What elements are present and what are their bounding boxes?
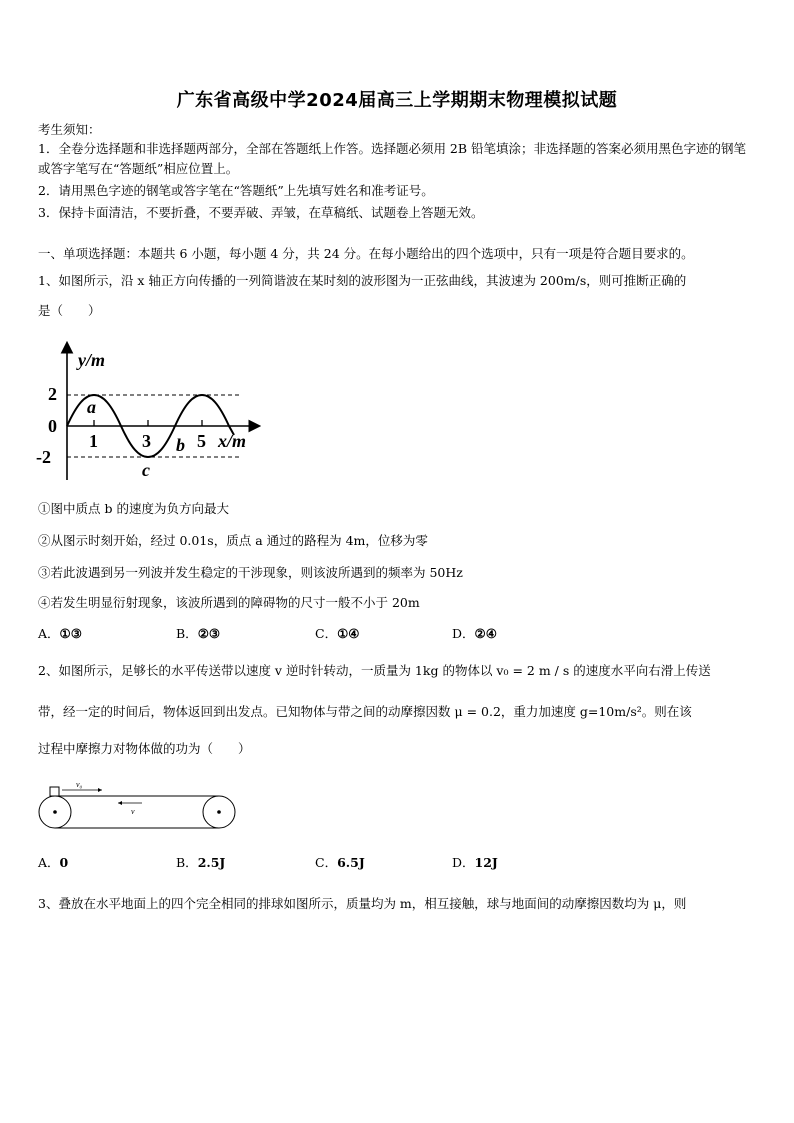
q2-option-a: A．0: [38, 855, 69, 870]
q1-option-b: B．②③: [176, 626, 221, 641]
v-label: v: [131, 807, 135, 816]
y-tick-2: 2: [48, 384, 57, 404]
point-c-label: c: [142, 460, 150, 480]
q2-stem-line-2: 带，经一定的时间后，物体返回到出发点。已知物体与带之间的动摩擦因数 μ = 0.2，重力加速度 g=10m/s²。则在该: [38, 704, 692, 719]
x-axis-label: x/m: [218, 431, 247, 451]
q2-option-c: C．6.5J: [315, 855, 365, 870]
q1-statement-3: ③若此波遇到另一列波并发生稳定的干涉现象，则该波所遇到的频率为 50Hz: [38, 565, 463, 580]
q2-option-b: B．2.5J: [176, 855, 226, 870]
y-tick-neg2: -2: [36, 447, 51, 467]
page-title: 广东省高级中学2024届高三上学期期末物理模拟试题: [176, 90, 618, 111]
v0-label: v₀: [76, 780, 83, 789]
q1-stem-line-2: 是（ ）: [38, 303, 101, 318]
x-tick-5: 5: [197, 431, 206, 451]
q2-option-d: D．12J: [452, 855, 498, 870]
conveyor-figure: [38, 778, 240, 832]
y-tick-0: 0: [48, 416, 57, 436]
q2-stem-line-1: 2、如图所示，足够长的水平传送带以速度 v 逆时针转动，一质量为 1kg 的物体以 v₀ = 2 m / s 的速度水平向右滑上传送: [38, 663, 711, 678]
q1-stem-line-1: 1、如图所示，沿 x 轴正方向传播的一列简谐波在某时刻的波形图为一正弦曲线，其波速为 200m/s，则可推断正确的: [38, 273, 687, 288]
block: [50, 787, 59, 796]
x-tick-1: 1: [89, 431, 98, 451]
q1-statement-1: ①图中质点 b 的速度为负方向最大: [38, 501, 229, 516]
notice-item-3: 3．保持卡面清洁，不要折叠，不要弄破、弄皱，在草稿纸、试题卷上答题无效。: [38, 205, 484, 220]
q1-statement-2: ②从图示时刻开始，经过 0.01s，质点 a 通过的路程为 4m，位移为零: [38, 533, 428, 548]
notice-item-2: 2．请用黑色字迹的钢笔或答字笔在“答题纸”上先填写姓名和准考证号。: [38, 183, 434, 198]
point-a-label: a: [87, 397, 96, 417]
y-axis-label: y/m: [78, 350, 105, 370]
section-heading: 一、单项选择题：本题共 6 小题，每小题 4 分，共 24 分。在每小题给出的四个选项中，只有一项是符合题目要求的。: [38, 246, 694, 261]
notice-item-1: 1．全卷分选择题和非选择题两部分，全部在答题纸上作答。选择题必须用 2B 铅笔填涂；非选择题的答案必须用黑色字迹的钢笔或答字笔写在“答题纸”相应位置上。: [38, 141, 747, 176]
q1-option-a: A．①③: [38, 626, 82, 641]
q3-stem-line-1: 3、叠放在水平地面上的四个完全相同的排球如图所示，质量均为 m，相互接触，球与地面间的动摩擦因数均为 μ，则: [38, 896, 687, 911]
q1-option-c: C．①④: [315, 626, 360, 641]
q1-option-d: D．②④: [452, 626, 497, 641]
q1-statement-4: ④若发生明显衍射现象，该波所遇到的障碍物的尺寸一般不小于 20m: [38, 595, 420, 610]
wave-figure: [36, 340, 262, 486]
q2-stem-line-3: 过程中摩擦力对物体做的功为（ ）: [38, 741, 251, 756]
notice-heading: 考生须知：: [38, 122, 101, 137]
point-b-label: b: [176, 435, 185, 455]
x-tick-3: 3: [142, 431, 151, 451]
